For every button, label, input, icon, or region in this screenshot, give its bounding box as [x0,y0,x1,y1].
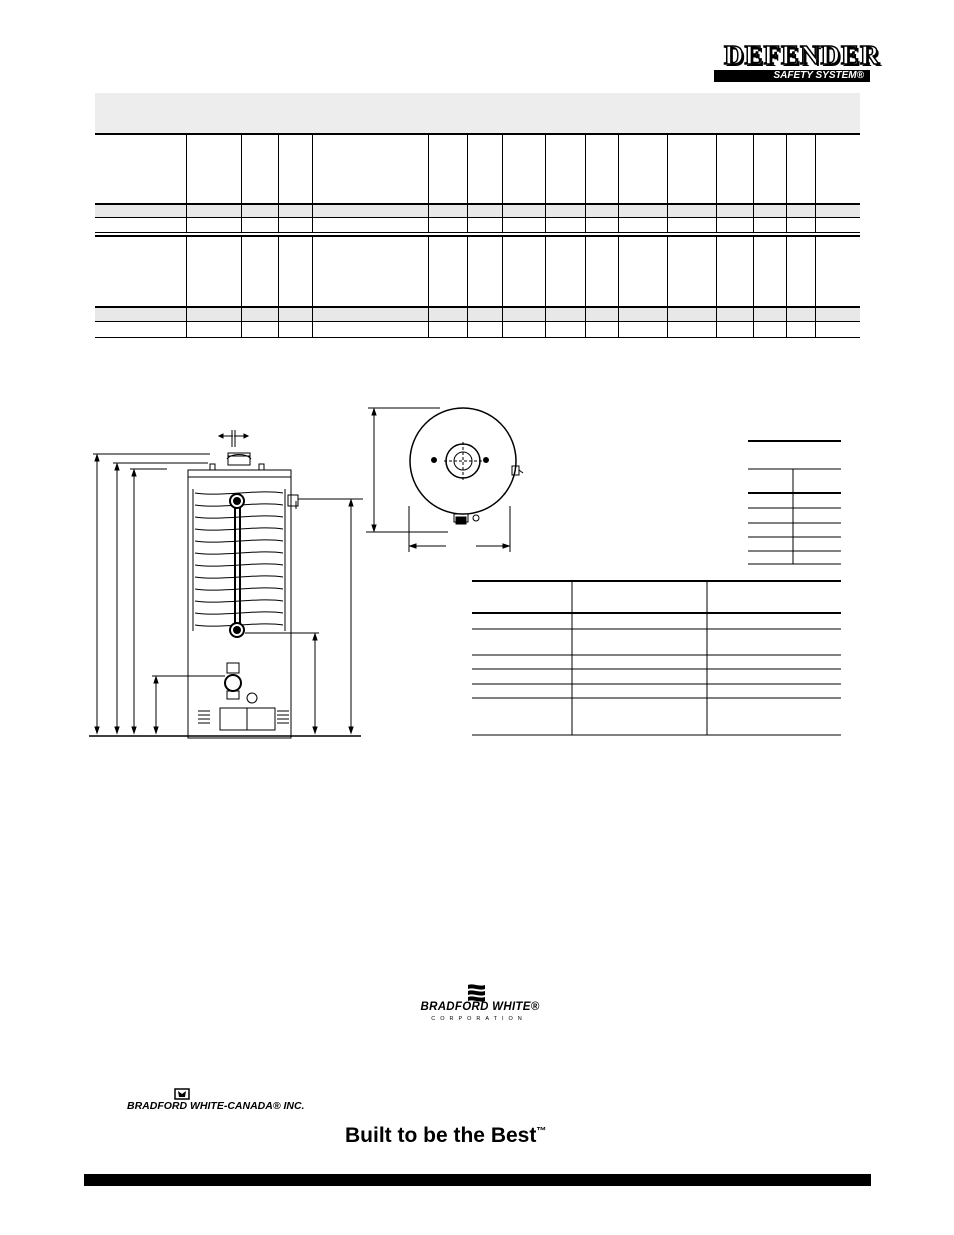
trademark-mark: ™ [536,1126,547,1137]
bradford-white-name: BRADFORD WHITE® [420,1001,540,1013]
dimension-table-large [470,578,844,738]
bradford-white-logo [405,983,550,1025]
safety-system-wordmark: SAFETY SYSTEM® [714,70,870,82]
footer-bar [84,1174,871,1186]
spec-table-header-band [95,93,860,133]
bradford-white-canada-logo [127,1088,327,1114]
dimension-table-small [745,438,843,568]
tagline [345,1124,546,1148]
defender-wordmark: DEFENDER [724,40,881,70]
water-heater-top-view-diagram [362,398,532,556]
bradford-white-canada-flag-icon [174,1088,190,1100]
water-heater-side-view-diagram [85,425,375,745]
bradford-white-canada-name: BRADFORD WHITE-CANADA® INC. [127,1100,305,1112]
bradford-white-flag-icon [465,983,487,1003]
defender-logo [714,40,881,82]
bradford-white-corporation: CORPORATION [431,1016,527,1022]
tagline-text: Built to be the Best [345,1124,537,1147]
